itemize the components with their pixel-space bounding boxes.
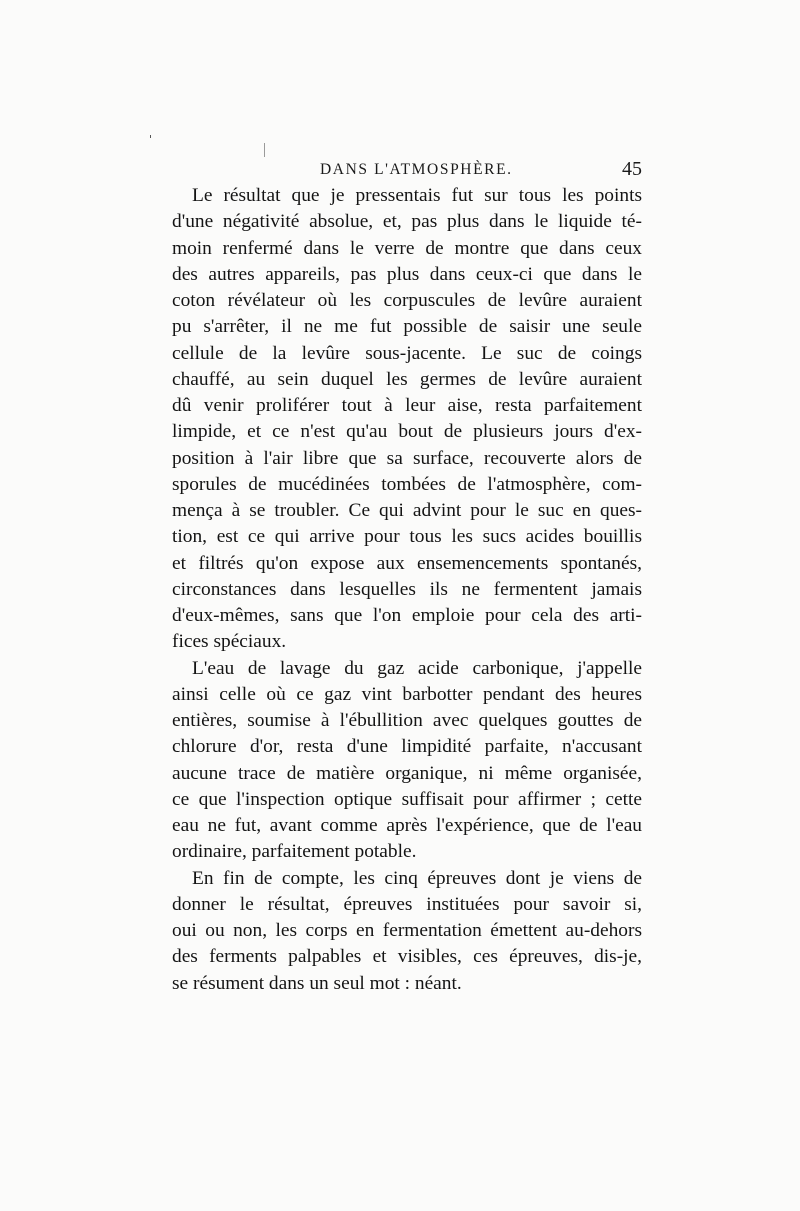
text-line: Le résultat que je pressentais fut sur tous les points xyxy=(192,185,642,206)
text-line: chlorure d'or, resta d'une limpidité parfaite, n'accusant xyxy=(172,736,642,758)
text-line: pu s'arrêter, il ne me fut possible de saisir une seule xyxy=(172,316,642,338)
text-line: cellule de la levûre sous-jacente. Le suc de coings xyxy=(172,342,642,364)
text-line: ordinaire, parfaitement potable. xyxy=(172,841,417,863)
text-line: fices spéciaux. xyxy=(172,631,287,653)
page-number: 45 xyxy=(622,158,642,180)
text-line: ce que l'inspection optique suffisait pour affirmer ; cette xyxy=(172,788,642,810)
paragraph xyxy=(172,866,642,997)
text-line: mença à se troubler. Ce qui advint pour le suc en ques- xyxy=(172,500,642,521)
paragraph xyxy=(172,656,642,866)
text-line: ainsi celle où ce gaz vint barbotter pendant des heures xyxy=(172,683,642,705)
text-line: d'une négativité absolue, et, pas plus dans le liquide té- xyxy=(172,211,642,233)
text-line: et filtrés qu'on expose aux ensemencements spontanés, xyxy=(172,552,642,574)
body-text xyxy=(172,183,642,997)
text-line: donner le résultat, épreuves instituées pour savoir si, xyxy=(172,893,642,915)
paragraph xyxy=(172,183,642,656)
text-line: d'eux-mêmes, sans que l'on emploie pour cela des arti- xyxy=(172,605,642,626)
text-line: oui ou non, les corps en fermentation émettent au-dehors xyxy=(172,920,642,941)
page-speck xyxy=(150,135,151,138)
text-line: sporules de mucédinées tombées de l'atmosphère, com- xyxy=(172,473,642,495)
text-line: L'eau de lavage du gaz acide carbonique, j'appelle xyxy=(192,657,642,679)
page-speck xyxy=(264,143,265,157)
text-line: coton révélateur où les corpuscules de levûre auraient xyxy=(172,290,642,311)
text-line: eau ne fut, avant comme après l'expérience, que de l'eau xyxy=(172,815,642,836)
text-line: des ferments palpables et visibles, ces épreuves, dis-je, xyxy=(172,946,642,968)
text-line: se résument dans un seul mot : néant. xyxy=(172,972,462,994)
text-line: entières, soumise à l'ébullition avec quelques gouttes de xyxy=(172,710,642,731)
text-line: tion, est ce qui arrive pour tous les sucs acides bouillis xyxy=(172,526,642,548)
text-line: limpide, et ce n'est qu'au bout de plusieurs jours d'ex- xyxy=(172,421,642,443)
text-line: dû venir proliférer tout à leur aise, resta parfaitement xyxy=(172,395,642,416)
text-line: aucune trace de matière organique, ni même organisée, xyxy=(172,762,642,784)
text-line: circonstances dans lesquelles ils ne fermentent jamais xyxy=(172,578,642,600)
text-line: moin renfermé dans le verre de montre que dans ceux xyxy=(172,237,642,259)
running-title: DANS L'ATMOSPHÈRE. xyxy=(320,161,513,178)
text-line: position à l'air libre que sa surface, recouverte alors de xyxy=(172,447,642,469)
text-line: des autres appareils, pas plus dans ceux-ci que dans le xyxy=(172,263,642,285)
text-line: En fin de compte, les cinq épreuves dont je viens de xyxy=(192,867,642,889)
text-line: chauffé, au sein duquel les germes de levûre auraient xyxy=(172,368,642,390)
